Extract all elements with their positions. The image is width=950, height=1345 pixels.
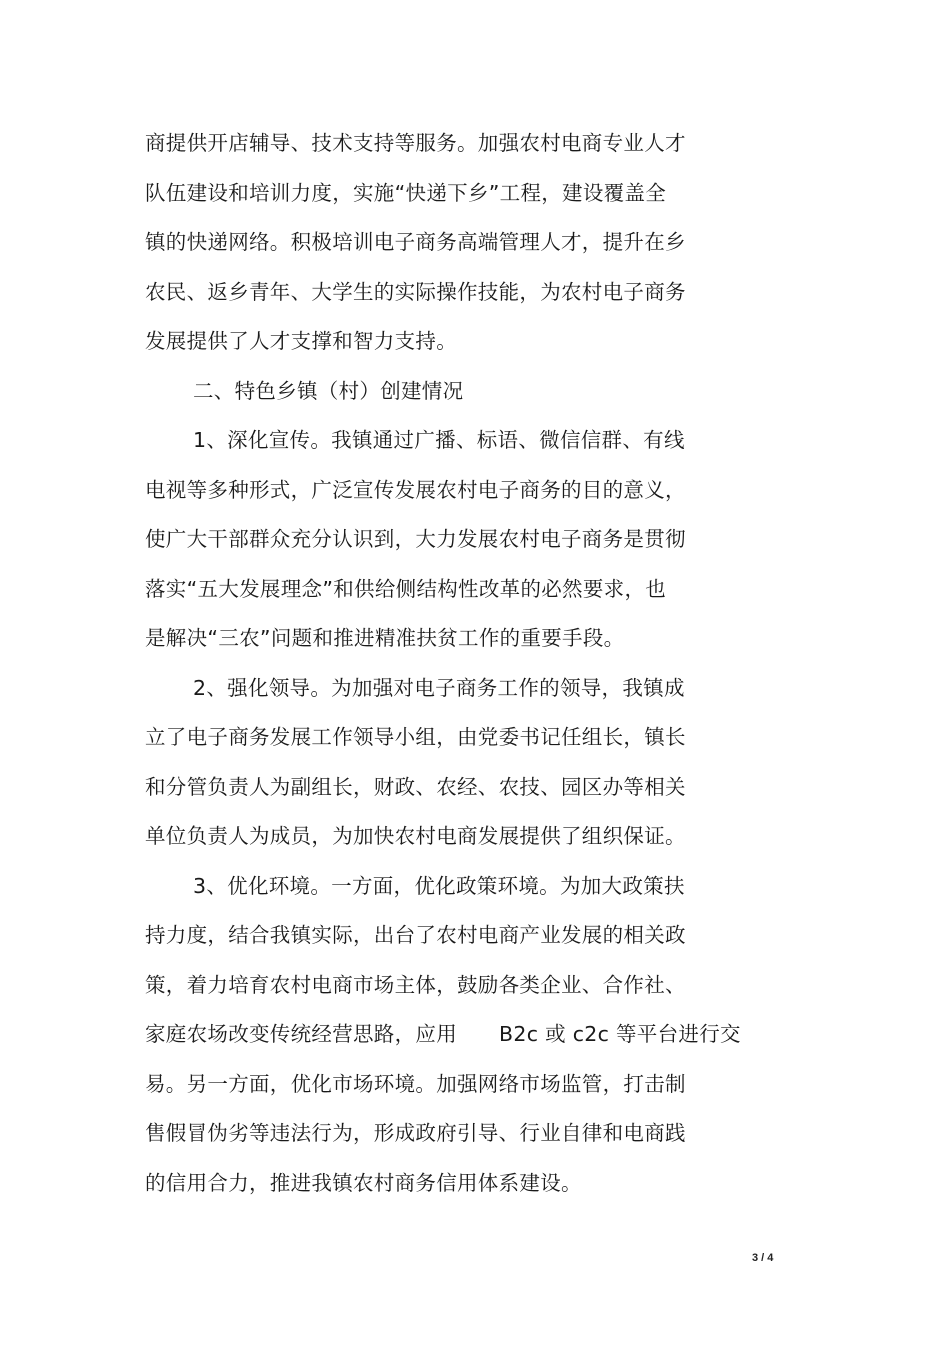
- body-text: [145, 123, 805, 1212]
- text-line: 电视等多种形式，广泛宣传发展农村电子商务的目的意义，: [145, 477, 686, 502]
- text-line: 镇的快递网络。积极培训电子商务高端管理人才，提升在乡: [145, 230, 686, 254]
- text-line: 的信用合力，推进我镇农村商务信用体系建设。: [145, 1170, 582, 1195]
- text-line: 单位负责人为成员，为加快农村电商发展提供了组织保证。: [145, 824, 686, 848]
- page-number: 3 / 4: [752, 1252, 774, 1264]
- text-line: 商提供开店辅导、技术支持等服务。加强农村电商专业人才: [145, 131, 686, 155]
- text-line: 发展提供了人才支撑和智力支持。: [145, 329, 457, 353]
- text-line: 落实“五大发展理念”和供给侧结构性改革的必然要求，也: [145, 576, 667, 601]
- text-line: 2、强化领导。为加强对电子商务工作的领导，我镇成: [193, 675, 685, 700]
- text-line-tail: B2c 或 c2c 等平台进行交: [499, 1022, 741, 1046]
- text-line: 农民、返乡青年、大学生的实际操作技能，为农村电子商务: [145, 279, 686, 304]
- text-line: 1、深化宣传。我镇通过广播、标语、微信信群、有线: [193, 428, 685, 452]
- text-line-head: 家庭农场改变传统经营思路，应用: [145, 1022, 457, 1046]
- text-line: 立了电子商务发展工作领导小组，由党委书记任组长，镇长: [145, 725, 686, 749]
- text-line: 3、优化环境。一方面，优化政策环境。为加大政策扶: [193, 873, 685, 898]
- text-line: 售假冒伪劣等违法行为，形成政府引导、行业自律和电商践: [145, 1121, 686, 1145]
- text-line-split: [145, 1014, 805, 1064]
- text-line: 队伍建设和培训力度，实施“快递下乡”工程，建设覆盖全: [145, 180, 667, 205]
- text-line: 是解决“三农”问题和推进精准扶贫工作的重要手段。: [145, 626, 625, 650]
- text-line: 持力度，结合我镇实际，出台了农村电商产业发展的相关政: [145, 923, 686, 947]
- text-line: 策，着力培育农村电商市场主体，鼓励各类企业、合作社、: [145, 972, 686, 997]
- text-line: 易。另一方面，优化市场环境。加强网络市场监管，打击制: [145, 1071, 686, 1096]
- text-line: 使广大干部群众充分认识到，大力发展农村电子商务是贯彻: [145, 527, 686, 551]
- text-line: 和分管负责人为副组长，财政、农经、农技、园区办等相关: [145, 774, 686, 799]
- section-heading: 二、特色乡镇（村）创建情况: [193, 378, 464, 403]
